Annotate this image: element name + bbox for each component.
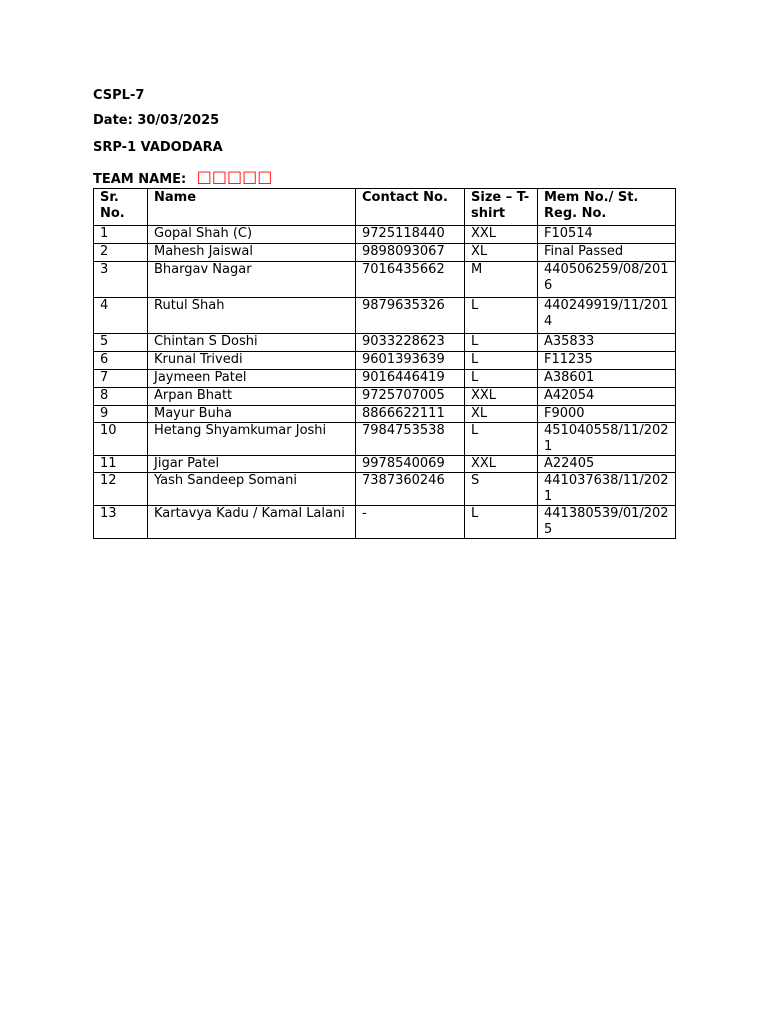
cell-mem-no: 441037638/11/2021 — [538, 473, 676, 506]
cell-mem-no: F11235 — [538, 352, 676, 370]
cell-sr-no: 1 — [94, 226, 148, 244]
cell-size: XXL — [465, 226, 538, 244]
cell-sr-no: 3 — [94, 262, 148, 298]
cell-mem-no: A35833 — [538, 334, 676, 352]
cell-contact: 9725118440 — [356, 226, 465, 244]
cell-name: Jaymeen Patel — [148, 370, 356, 388]
cell-size: XL — [465, 244, 538, 262]
cell-sr-no: 5 — [94, 334, 148, 352]
cell-name: Hetang Shyamkumar Joshi — [148, 423, 356, 456]
cell-sr-no: 6 — [94, 352, 148, 370]
cell-size: S — [465, 473, 538, 506]
cell-sr-no: 4 — [94, 298, 148, 334]
cell-name: Jigar Patel — [148, 456, 356, 473]
cell-contact: 9725707005 — [356, 388, 465, 406]
cell-contact: 9898093067 — [356, 244, 465, 262]
cell-size: XL — [465, 406, 538, 423]
cell-mem-no: Final Passed — [538, 244, 676, 262]
cell-mem-no: A22405 — [538, 456, 676, 473]
cell-mem-no: 451040558/11/2021 — [538, 423, 676, 456]
cell-name: Kartavya Kadu / Kamal Lalani — [148, 506, 356, 539]
cell-size: L — [465, 352, 538, 370]
table-row — [94, 423, 676, 456]
table-row — [94, 244, 676, 262]
team-name-label: TEAM NAME: — [93, 172, 187, 187]
col-header-name: Name — [148, 189, 356, 226]
cell-contact: 9016446419 — [356, 370, 465, 388]
cell-size: L — [465, 370, 538, 388]
date-line: Date: 30/03/2025 — [93, 113, 220, 128]
cell-contact: 9601393639 — [356, 352, 465, 370]
cell-name: Yash Sandeep Somani — [148, 473, 356, 506]
cell-name: Chintan S Doshi — [148, 334, 356, 352]
cell-sr-no: 12 — [94, 473, 148, 506]
cell-size: XXL — [465, 388, 538, 406]
cell-name: Bhargav Nagar — [148, 262, 356, 298]
cell-mem-no: A38601 — [538, 370, 676, 388]
table-row — [94, 262, 676, 298]
cell-name: Gopal Shah (C) — [148, 226, 356, 244]
cell-name: Krunal Trivedi — [148, 352, 356, 370]
cell-mem-no: 440506259/08/2016 — [538, 262, 676, 298]
table-header-row — [94, 189, 676, 226]
table-row — [94, 334, 676, 352]
cell-mem-no: 440249919/11/2014 — [538, 298, 676, 334]
cell-mem-no: 441380539/01/2025 — [538, 506, 676, 539]
cell-size: L — [465, 506, 538, 539]
event-title: CSPL-7 — [93, 88, 145, 103]
cell-size: L — [465, 334, 538, 352]
cell-mem-no: A42054 — [538, 388, 676, 406]
table-row — [94, 226, 676, 244]
cell-size: L — [465, 298, 538, 334]
cell-mem-no: F9000 — [538, 406, 676, 423]
cell-name: Arpan Bhatt — [148, 388, 356, 406]
col-header-tshirt-size: Size – T-shirt — [465, 189, 538, 226]
table-row — [94, 352, 676, 370]
team-name-value: □□□□□ — [196, 167, 273, 186]
cell-sr-no: 10 — [94, 423, 148, 456]
cell-sr-no: 2 — [94, 244, 148, 262]
venue-line: SRP-1 VADODARA — [93, 140, 223, 155]
cell-name: Mahesh Jaiswal — [148, 244, 356, 262]
table-row — [94, 473, 676, 506]
col-header-sr-no: Sr. No. — [94, 189, 148, 226]
cell-size: M — [465, 262, 538, 298]
cell-contact: 8866622111 — [356, 406, 465, 423]
cell-sr-no: 13 — [94, 506, 148, 539]
cell-contact: 9033228623 — [356, 334, 465, 352]
table-row — [94, 506, 676, 539]
table-row — [94, 388, 676, 406]
cell-contact: 9978540069 — [356, 456, 465, 473]
cell-contact: 9879635326 — [356, 298, 465, 334]
cell-contact: - — [356, 506, 465, 539]
table-row — [94, 456, 676, 473]
table-row — [94, 370, 676, 388]
cell-contact: 7016435662 — [356, 262, 465, 298]
cell-mem-no: F10514 — [538, 226, 676, 244]
cell-sr-no: 9 — [94, 406, 148, 423]
cell-size: XXL — [465, 456, 538, 473]
cell-contact: 7387360246 — [356, 473, 465, 506]
team-name-line — [93, 167, 273, 188]
cell-name: Rutul Shah — [148, 298, 356, 334]
col-header-contact: Contact No. — [356, 189, 465, 226]
cell-size: L — [465, 423, 538, 456]
table-row — [94, 406, 676, 423]
cell-sr-no: 11 — [94, 456, 148, 473]
player-table — [93, 188, 676, 539]
cell-name: Mayur Buha — [148, 406, 356, 423]
cell-sr-no: 8 — [94, 388, 148, 406]
table-row — [94, 298, 676, 334]
col-header-mem-no: Mem No./ St. Reg. No. — [538, 189, 676, 226]
cell-contact: 7984753538 — [356, 423, 465, 456]
cell-sr-no: 7 — [94, 370, 148, 388]
